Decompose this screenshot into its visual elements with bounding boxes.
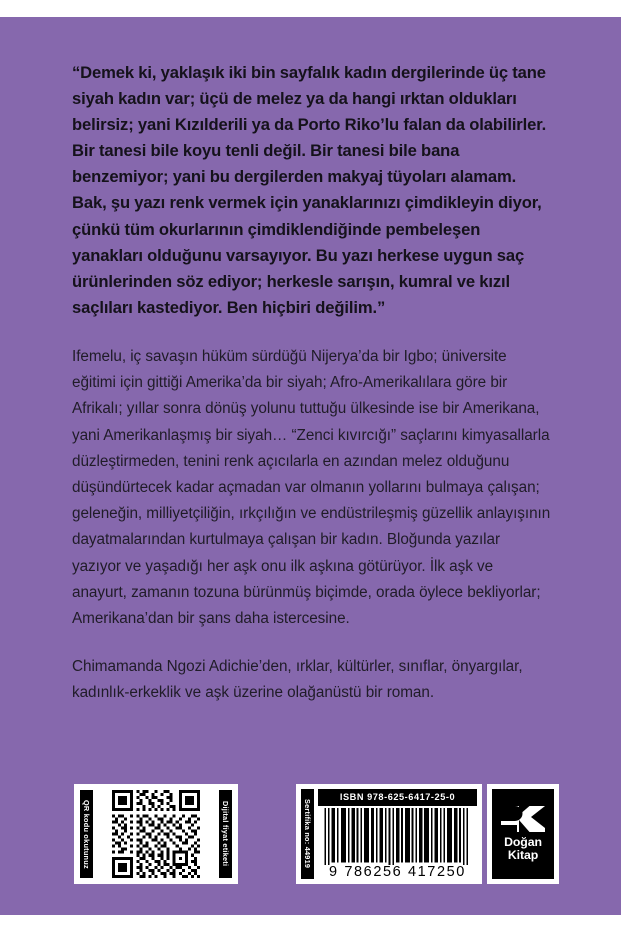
isbn-number: ISBN 978-625-6417-25-0 (318, 789, 477, 806)
publisher-logo-panel (487, 784, 559, 884)
isbn-barcode-panel (296, 784, 482, 884)
cover-footer-row (0, 779, 621, 889)
barcode-icon (318, 808, 477, 879)
dk-monogram-icon (501, 806, 545, 832)
barcode-digits: 9 786256 417250 (318, 865, 477, 880)
qr-right-label (219, 790, 232, 878)
qr-right-label-text: Dijital fiyat etiketi (221, 801, 230, 867)
publisher-name-line-2: Kitap (507, 848, 539, 862)
blurb-paragraph-1: Ifemelu, iç savaşın hüküm sürdüğü Nijerya’da bir Igbo; üniversite eğitimi için gittiği Amerika’da bir siyah; Afro-Amerikalılara göre bir Afrikalı; yıllar sonra dönüş yolunu tuttuğu ülkesinde ise bir Amerikana, yani Amerikanlaşmış bir siyah… “Zenci kıvırcığı” saçlarını kimyasallarla düzleştirmeden, tenini renk açıcılarla en azından melez olduğunu düşündürtecek kadar açmadan var olmanın yollarını bulmaya çalışan; geleneğin, milliyetçiliğin, ırkçılığın ve endüstrileşmiş güzellik anlayışının dayatmalarından kurtulmaya çalışan bir kadın. Bloğunda yazılar yazıyor ve yaşadığı her aşk onu ilk aşkına götürüyor. İlk aşk ve anayurt, zamanın tozuna bürünmüş biçimde, orada öylece bekliyorlar; Amerikana’dan bir şans daha istercesine. (72, 347, 551, 627)
pull-quote: “Demek ki, yaklaşık iki bin sayfalık kadın dergilerinde üç tane siyah kadın var; üçü de melez ya da hangi ırktan oldukları belirsiz; yani Kızılderili ya da Porto Riko’lu falan da olabilirler. Bir tanesi bile koyu tenli değil. Bir tanesi bile bana benzemiyor; yani bu dergilerden makyaj tüyoları alamam. Bak, şu yazı renk vermek için yanaklarınızı çimdikleyin diyor, çünkü tüm okurlarının çimdiklendiğinde pembeleşen yanakları olduğunu varsayıyor. Bu yazı herkese uygun saç ürünlerinden söz ediyor; herkesle sarışın, kumral ve kızıl saçlıları kastediyor. Ben hiçbiri değilim.” (72, 63, 547, 317)
qr-code-icon (97, 790, 215, 878)
publisher-name-line-1: Doğan (504, 834, 542, 849)
cover-text-area (72, 60, 552, 707)
certificate-label-text: Sertifika no: 44919 (303, 799, 312, 869)
qr-left-label (80, 790, 93, 878)
qr-left-label-text: QR kodu okutunuz (82, 799, 91, 869)
isbn-content (318, 789, 477, 879)
publisher-name (504, 836, 542, 863)
blurb-paragraph-2: Chimamanda Ngozi Adichie’den, ırklar, kültürler, sınıflar, önyargılar, kadınlık-erkeklik ve aşk üzerine olağanüstü bir roman. (72, 658, 523, 702)
certificate-label (301, 789, 314, 879)
publisher-logo-box (492, 789, 554, 879)
qr-code-panel (74, 784, 238, 884)
book-back-cover (0, 17, 621, 915)
